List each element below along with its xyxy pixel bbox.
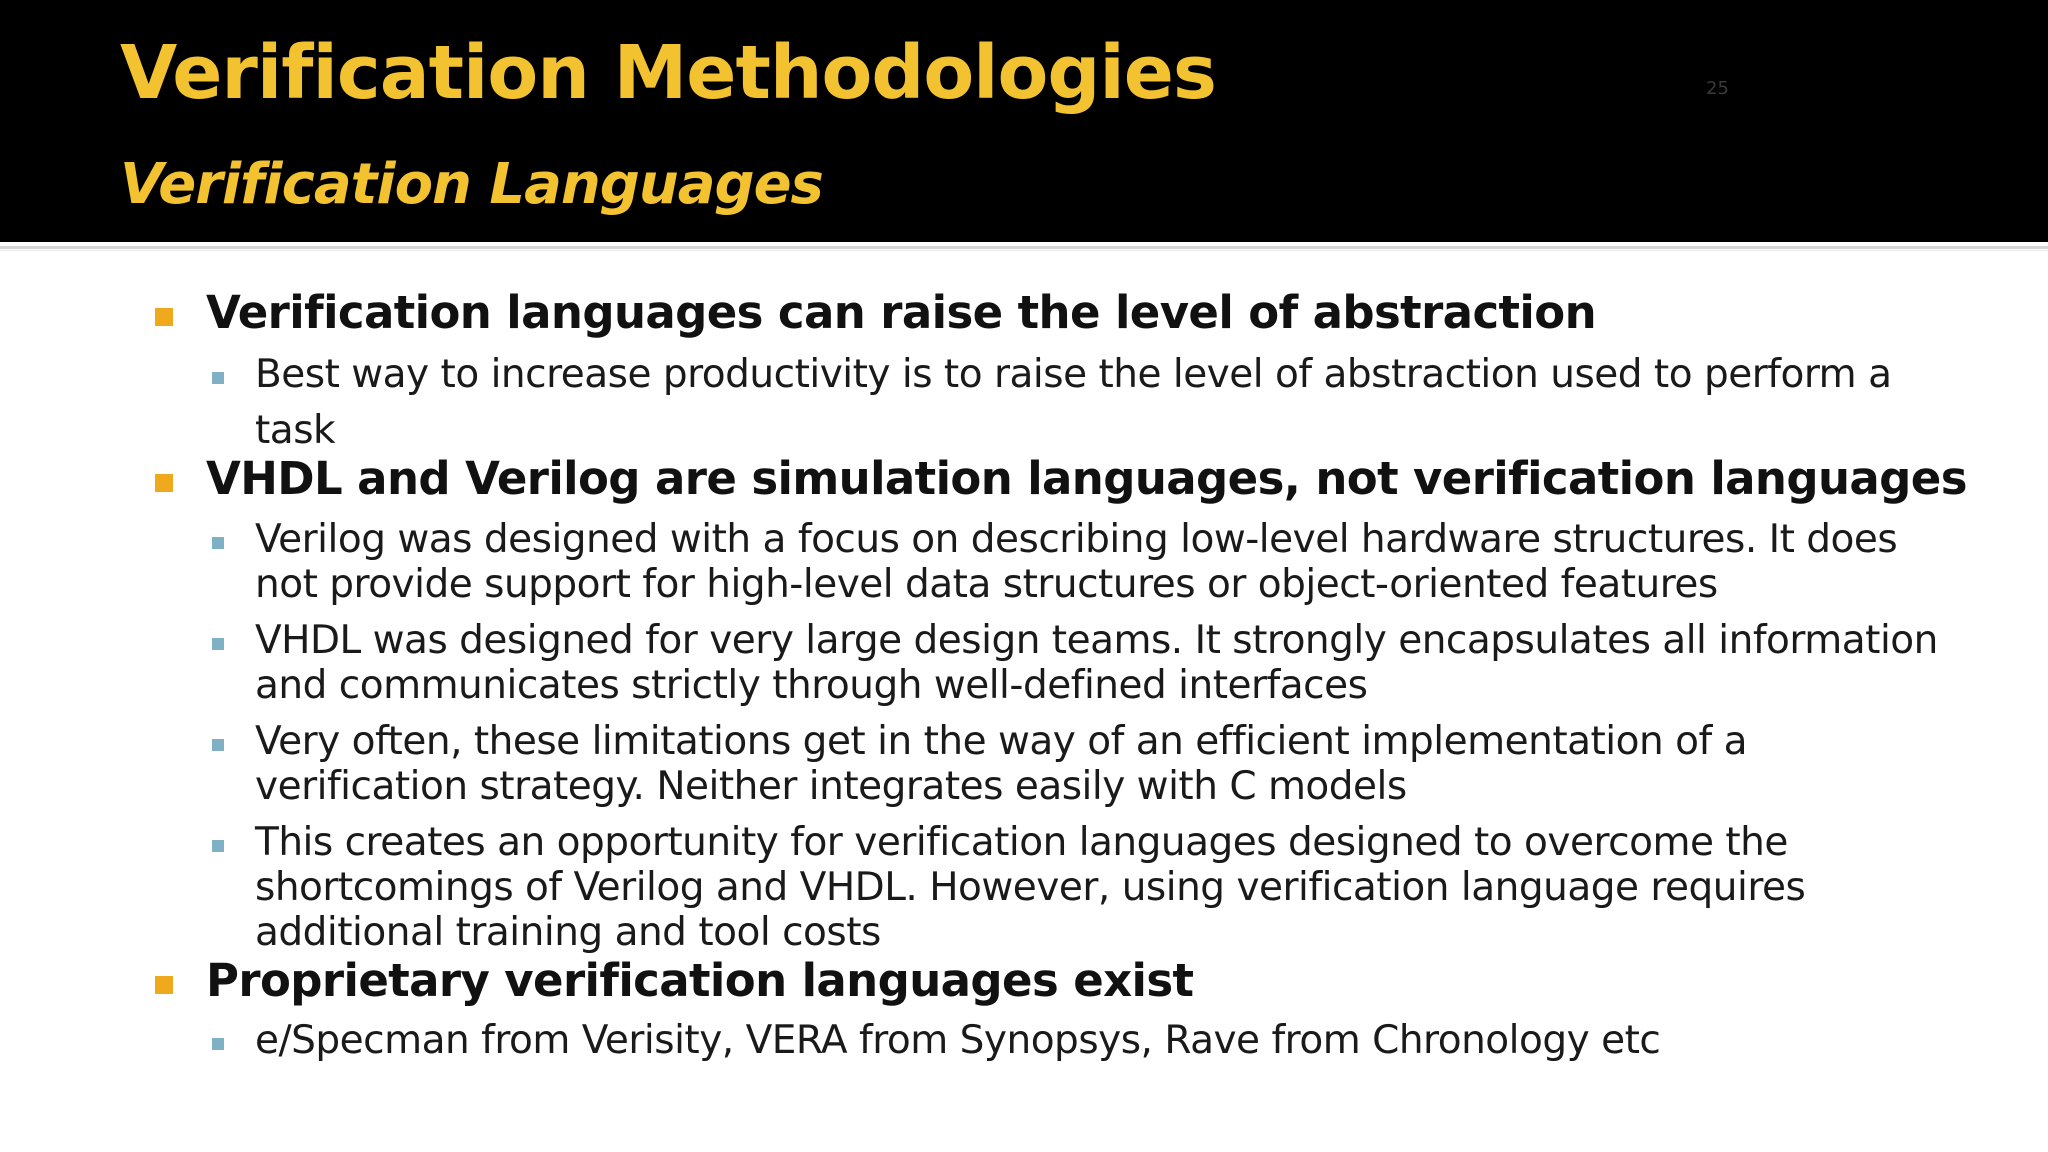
slide-title: Verification Methodologies [120, 30, 1216, 116]
bullet-marker-level1 [155, 976, 173, 994]
bullet-marker-level2 [212, 372, 224, 384]
bullet-level2-line: verification strategy. Neither integrates easily with C models [255, 764, 1407, 809]
bullet-marker-level2 [212, 739, 224, 751]
bullet-level2-line: Best way to increase productivity is to raise the level of abstraction used to perform a [255, 352, 1892, 397]
slide-subtitle: Verification Languages [120, 152, 823, 217]
bullet-level2-line: Very often, these limitations get in the way of an efficient implementation of a [255, 719, 1748, 764]
bullet-level2-line: Verilog was designed with a focus on describing low-level hardware structures. It does [255, 517, 1898, 562]
bullet-level2-line: task [255, 408, 336, 453]
bullet-level1: Verification languages can raise the level of abstraction [206, 286, 1597, 339]
bullet-marker-level2 [212, 840, 224, 852]
bullet-marker-level2 [212, 537, 224, 549]
bullet-level2-line: e/Specman from Verisity, VERA from Synopsys, Rave from Chronology etc [255, 1018, 1661, 1063]
bullet-level1: VHDL and Verilog are simulation languages, not verification languages [206, 452, 1967, 505]
bullet-marker-level2 [212, 638, 224, 650]
bullet-marker-level1 [155, 308, 173, 326]
bullet-marker-level2 [212, 1038, 224, 1050]
bullet-level2-line: not provide support for high-level data structures or object-oriented features [255, 562, 1718, 607]
bullet-level2-line: This creates an opportunity for verification languages designed to overcome the [255, 820, 1788, 865]
page-number: 25 [1706, 78, 1729, 99]
bullet-marker-level1 [155, 474, 173, 492]
bullet-level2-line: additional training and tool costs [255, 910, 881, 955]
bullet-level1: Proprietary verification languages exist [206, 954, 1194, 1007]
bullet-level2-line: shortcomings of Verilog and VHDL. However, using verification language requires [255, 865, 1806, 910]
bullet-level2-line: VHDL was designed for very large design teams. It strongly encapsulates all information [255, 618, 1938, 663]
bullet-level2-line: and communicates strictly through well-defined interfaces [255, 663, 1368, 708]
